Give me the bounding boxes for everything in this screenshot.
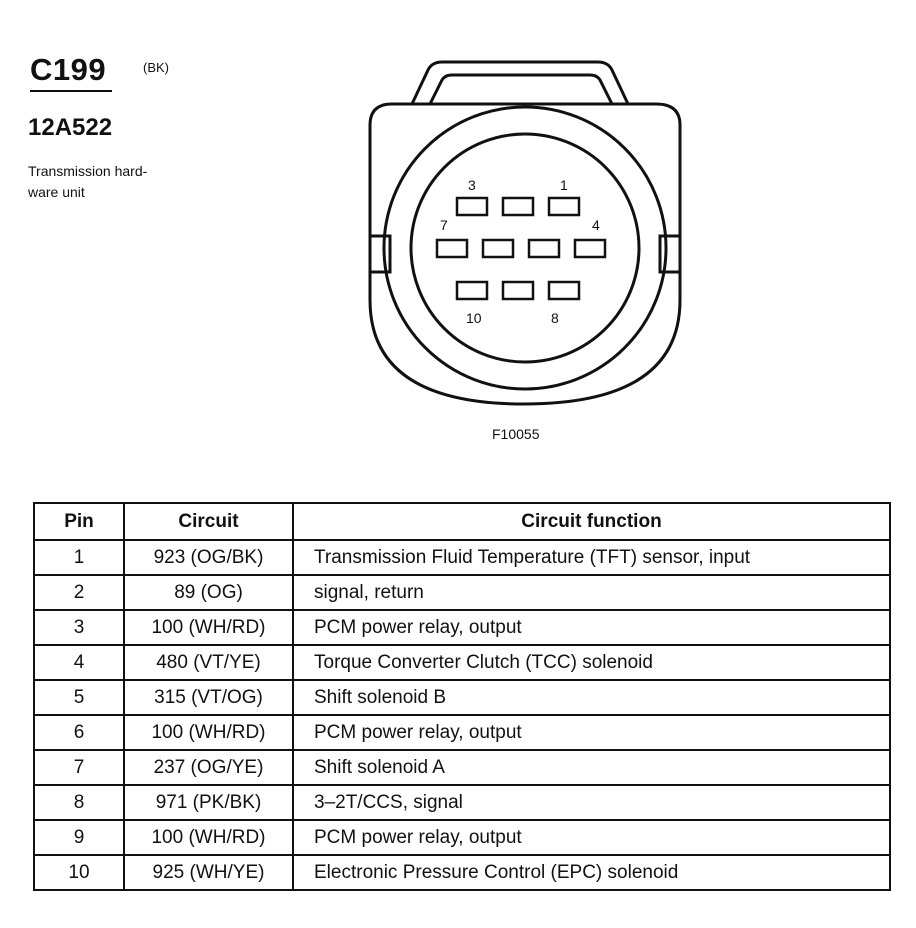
connector-ring-outer: [384, 107, 666, 389]
cell-pin: 1: [34, 540, 124, 575]
pin-slot-10: [457, 282, 487, 299]
cell-circuit: 925 (WH/YE): [124, 855, 293, 890]
part-number: 12A522: [28, 114, 113, 141]
pin-slot-6: [483, 240, 513, 257]
cell-function: signal, return: [293, 575, 890, 610]
cell-circuit: 100 (WH/RD): [124, 610, 293, 645]
connector-latch-inner: [430, 75, 612, 104]
cell-pin: 3: [34, 610, 124, 645]
pin-slot-5: [529, 240, 559, 257]
figure-id: F10055: [492, 426, 540, 442]
cell-function: Shift solenoid A: [293, 750, 890, 785]
connector-color: (BK): [143, 60, 169, 75]
table-row: [34, 645, 890, 680]
cell-circuit: 971 (PK/BK): [124, 785, 293, 820]
table-row: [34, 575, 890, 610]
cell-circuit: 480 (VT/YE): [124, 645, 293, 680]
table-row: [34, 785, 890, 820]
cell-circuit: 315 (VT/OG): [124, 680, 293, 715]
connector-description: Transmission hard- ware unit: [28, 163, 148, 200]
connector-latch: [412, 62, 628, 104]
connector-right-tab: [660, 236, 680, 272]
table-row: [34, 820, 890, 855]
pin-slot-3: [457, 198, 487, 215]
table-row: [34, 715, 890, 750]
cell-function: Electronic Pressure Control (EPC) solenoid: [293, 855, 890, 890]
cell-circuit: 100 (WH/RD): [124, 715, 293, 750]
pin-slot-2: [503, 198, 533, 215]
connector-id: C199: [30, 52, 107, 87]
pin-slot-4: [575, 240, 605, 257]
cell-function: Shift solenoid B: [293, 680, 890, 715]
cell-pin: 5: [34, 680, 124, 715]
cell-circuit: 100 (WH/RD): [124, 820, 293, 855]
table-row: [34, 680, 890, 715]
header-pin: Pin: [34, 503, 124, 540]
cell-function: PCM power relay, output: [293, 820, 890, 855]
cell-pin: 4: [34, 645, 124, 680]
pin-label-10: 10: [466, 310, 482, 326]
cell-circuit: 89 (OG): [124, 575, 293, 610]
table-row: [34, 610, 890, 645]
pin-label-3: 3: [468, 177, 476, 193]
cell-function: Transmission Fluid Temperature (TFT) sensor, input: [293, 540, 890, 575]
table-row: [34, 750, 890, 785]
pin-table: [33, 502, 891, 891]
connector-housing: [370, 104, 680, 404]
cell-pin: 7: [34, 750, 124, 785]
cell-function: Torque Converter Clutch (TCC) solenoid: [293, 645, 890, 680]
cell-function: PCM power relay, output: [293, 610, 890, 645]
cell-function: PCM power relay, output: [293, 715, 890, 750]
pin-slot-7: [437, 240, 467, 257]
cell-circuit: 923 (OG/BK): [124, 540, 293, 575]
pin-slot-1: [549, 198, 579, 215]
cell-pin: 10: [34, 855, 124, 890]
cell-circuit: 237 (OG/YE): [124, 750, 293, 785]
cell-pin: 2: [34, 575, 124, 610]
pin-label-4: 4: [592, 217, 600, 233]
pin-label-8: 8: [551, 310, 559, 326]
table-row: [34, 540, 890, 575]
connector-left-tab: [370, 236, 390, 272]
table-header-row: [34, 503, 890, 540]
pin-slot-9: [503, 282, 533, 299]
pin-slot-8: [549, 282, 579, 299]
header-circuit: Circuit: [124, 503, 293, 540]
pin-slots: [437, 198, 605, 299]
cell-pin: 9: [34, 820, 124, 855]
header-function: Circuit function: [293, 503, 890, 540]
cell-pin: 6: [34, 715, 124, 750]
pin-label-1: 1: [560, 177, 568, 193]
cell-pin: 8: [34, 785, 124, 820]
cell-function: 3–2T/CCS, signal: [293, 785, 890, 820]
pin-label-7: 7: [440, 217, 448, 233]
table-row: [34, 855, 890, 890]
